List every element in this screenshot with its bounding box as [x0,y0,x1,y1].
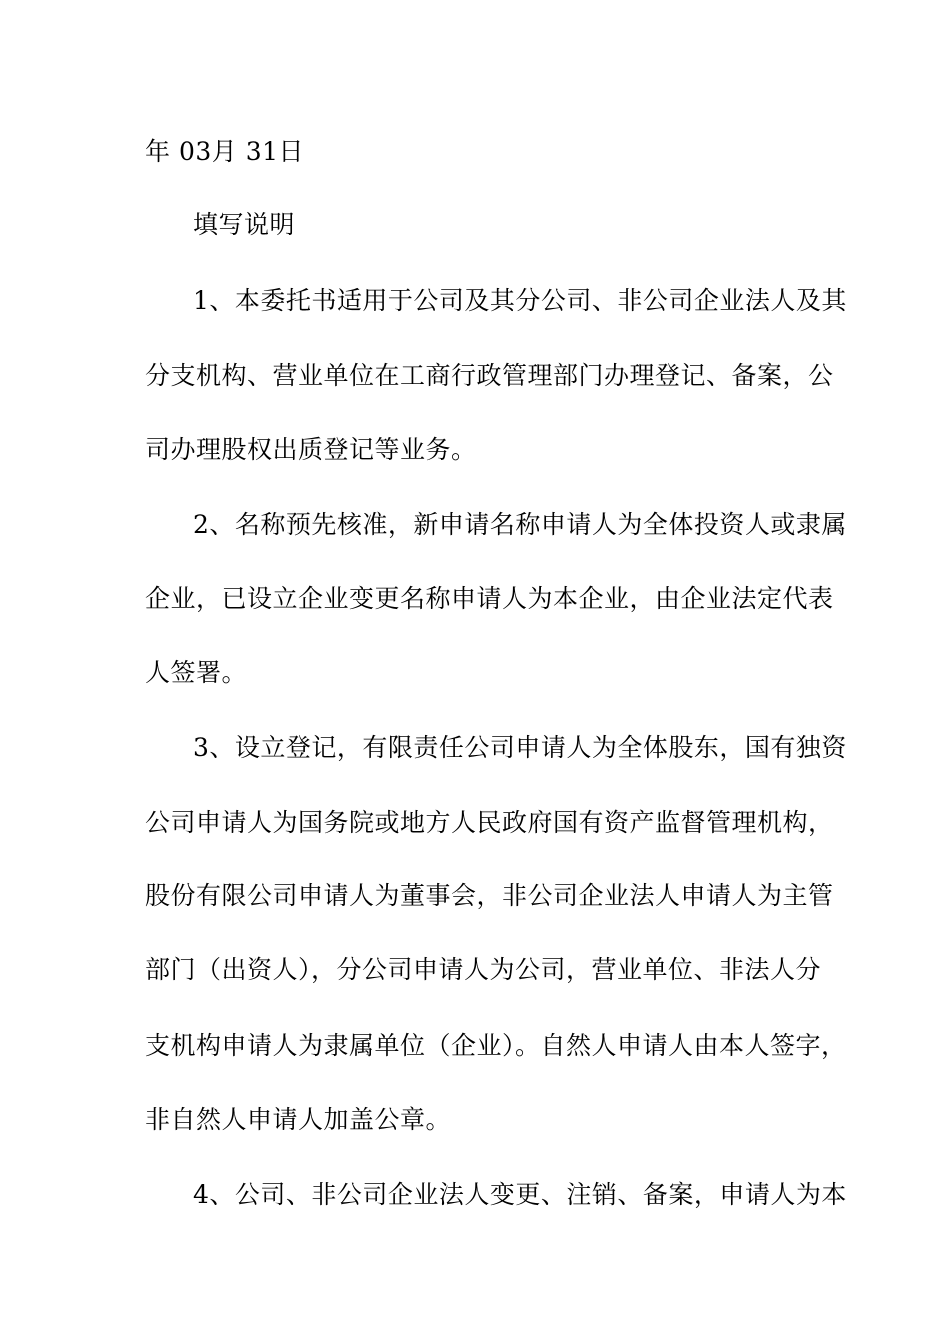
paragraph-line: 部门（出资人），分公司申请人为公司，营业单位、非法人分 [145,955,822,984]
date-line: 年 03月 31日 [145,137,305,166]
paragraph-line: 支机构申请人为隶属单位（企业）。自然人申请人由本人签字， [145,1031,847,1060]
paragraph-line: 公司申请人为国务院或地方人民政府国有资产监督管理机构， [145,808,834,837]
paragraph-line: 3、设立登记，有限责任公司申请人为全体股东，国有独资 [193,733,847,762]
paragraph-line: 非自然人申请人加盖公章。 [145,1105,452,1134]
paragraph-line: 4、公司、非公司企业法人变更、注销、备案，申请人为本 [193,1180,847,1209]
paragraph-line: 2、名称预先核准，新申请名称申请人为全体投资人或隶属 [193,510,847,539]
paragraph-line: 人签署。 [145,658,248,687]
paragraph-line: 司办理股权出质登记等业务。 [145,435,477,464]
paragraph-line: 分支机构、营业单位在工商行政管理部门办理登记、备案，公 [145,361,834,390]
paragraph-line: 股份有限公司申请人为董事会，非公司企业法人申请人为主管 [145,881,834,910]
paragraph-line: 1、本委托书适用于公司及其分公司、非公司企业法人及其 [193,286,847,315]
section-heading: 填写说明 [193,210,296,239]
paragraph-line: 企业，已设立企业变更名称申请人为本企业，由企业法定代表 [145,584,834,613]
